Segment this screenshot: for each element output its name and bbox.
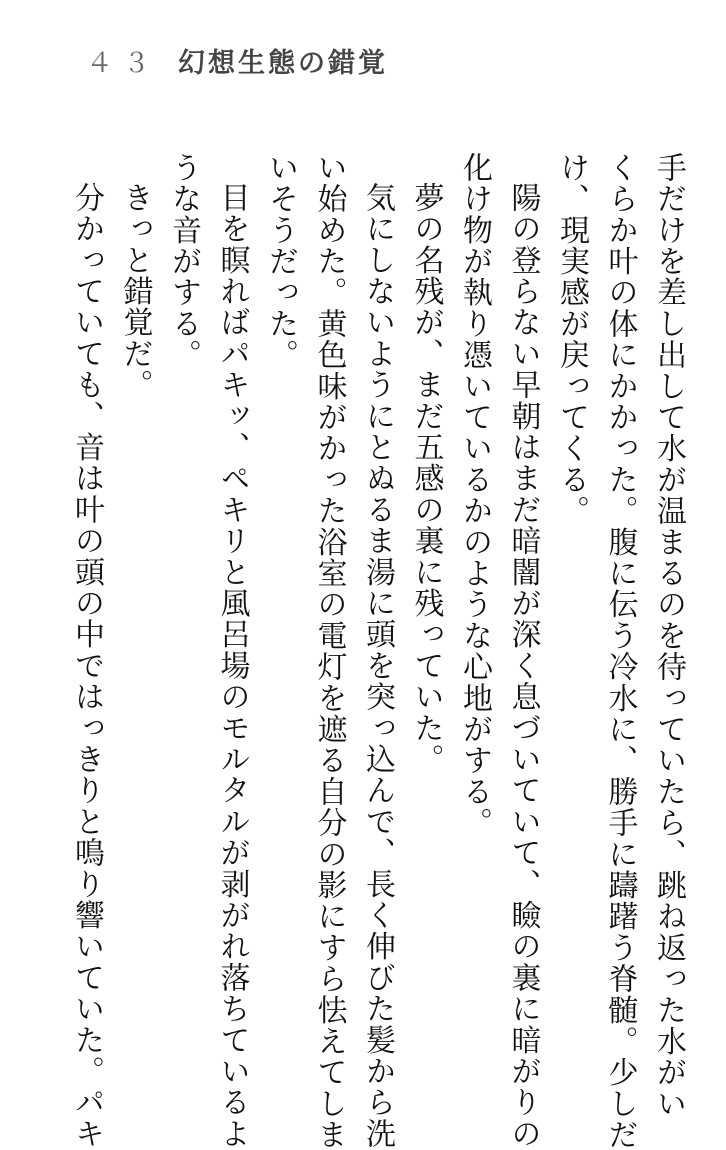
page-header xyxy=(86,42,388,78)
vertical-body-text xyxy=(62,152,693,1150)
page-number: ４３ xyxy=(86,47,160,79)
text-line: 目を瞑ればパキッ、ペキリと風呂場のモルタルが剥がれ落ちているよ xyxy=(214,182,250,1150)
text-line: 気にしないようにとぬるま湯に頭を突っ込んで、長く伸びた髪から洗 xyxy=(360,182,395,1150)
text-line: 夢の名残が、まだ五感の裏に残っていた。 xyxy=(408,182,444,775)
text-line: きっと錯覚だ。 xyxy=(117,182,153,401)
text-line: け、現実感が戻ってくる。 xyxy=(554,152,589,527)
text-line: 化け物が執り憑いているかのような心地がする。 xyxy=(457,152,492,839)
book-title: 幻想生態の錯覚 xyxy=(178,47,388,79)
text-line: 陽の登らない早朝はまだ暗闇が深く息づいていて、瞼の裏に暗がりの xyxy=(505,182,541,1150)
text-line: くらか叶の体にかかった。腹に伝う冷水に、勝手に躊躇う脊髄。少しだ xyxy=(602,152,638,1150)
text-line: 手だけを差し出して水が温まるのを待っていたら、跳ね返った水がい xyxy=(651,152,686,1120)
text-line: うな音がする。 xyxy=(166,152,201,371)
text-line: 分かっていても、音は叶の頭の中ではっきりと鳴り響いていた。パキ xyxy=(69,182,104,1150)
text-line: い始めた。黄色味がかった浴室の電灯を遮る自分の影にすら怯えてしま xyxy=(311,152,347,1150)
text-line: いそうだった。 xyxy=(263,152,298,371)
